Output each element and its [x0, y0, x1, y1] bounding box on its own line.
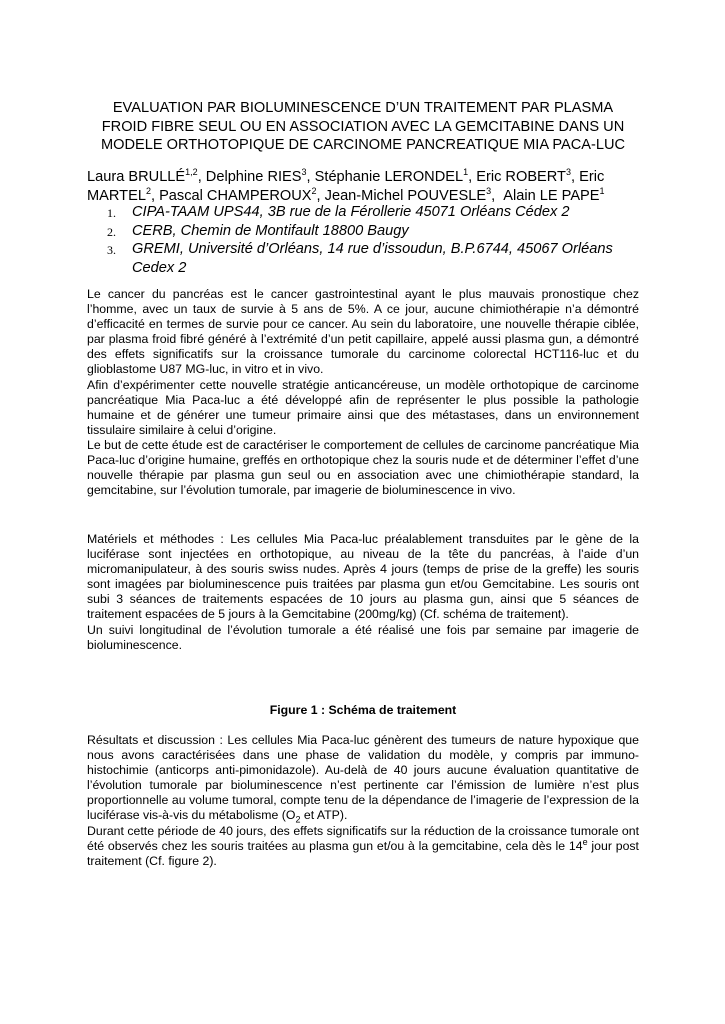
- intro-paragraph-3: Le but de cette étude est de caractériser le comportement de cellules de carcinome pancréatique Mia Paca-luc d’origine humaine, greffés en orthotopique chez la souris nude et de déterminer l’effet d’une nouvelle thérapie par plasma gun seul ou en association avec une chimiothérapie standard, la gemcitabine, sur l’évolution tumorale, par imagerie de bioluminescence in vivo.: [87, 437, 639, 498]
- author-affiliation-mark: 3: [486, 185, 492, 196]
- affiliation-list: [87, 203, 627, 277]
- author-affiliation-mark: 3: [565, 167, 571, 178]
- results-text: Durant cette période de 40 jours, des effets significatifs sur la réduction de la croissance tumorale ont été observés chez les souris traitées au plasma gun et/ou à la gemcitabine, cela dès le 14: [87, 823, 639, 853]
- affiliation-item: [87, 240, 627, 277]
- introduction-section: [87, 287, 639, 498]
- affiliation-text: GREMI, Université d’Orléans, 14 rue d’issoudun, B.P.6744, 45067 Orléans Cedex 2: [132, 241, 613, 276]
- affiliation-item: [87, 203, 627, 222]
- affiliation-text: CERB, Chemin de Montifault 18800 Baugy: [132, 222, 409, 239]
- paper-title: [87, 99, 639, 155]
- title-line-1: EVALUATION PAR BIOLUMINESCENCE D’UN TRAITEMENT PAR PLASMA: [112, 100, 614, 116]
- affiliation-text: CIPA-TAAM UPS44, 3B rue de la Férollerie 45071 Orléans Cédex 2: [132, 204, 570, 220]
- author-affiliation-mark: 1: [463, 167, 469, 178]
- intro-paragraph-1: Le cancer du pancréas est le cancer gastrointestinal ayant le plus mauvais pronostique chez l’homme, avec un taux de survie à 5 ans de 5%. A ce jour, aucune chimiothérapie n’a démontré d’efficacité en termes de survie pour ce cancer. Au sein du laboratoire, une nouvelle thérapie ciblée, par plasma froid fibré généré à l’extrémité d’un petit capillaire, appelé aussi plasma gun, a démontré des effets significatifs sur la croissance tumorale du carcinome colorectal HCT116-luc et du glioblastome U87 MG-luc, in vitro et in vivo.: [87, 287, 639, 377]
- results-paragraph-1: [87, 733, 639, 824]
- author-affiliation-mark: 3: [301, 167, 307, 178]
- author-name: Alain LE PAPE: [503, 187, 600, 204]
- author-name: Pascal CHAMPEROUX: [159, 187, 312, 204]
- results-paragraph-2: [87, 824, 639, 869]
- results-text: jour post traitement (Cf. figure 2).: [87, 838, 639, 868]
- affiliation-number: 2.: [107, 224, 116, 239]
- author-affiliation-mark: 1,2: [185, 167, 198, 178]
- author-list: Laura BRULLÉ$^{1,2}$, Delphine RIES$^3$, Stéphanie LERONDEL$^1$, Eric ROBERT$^3$, Eric MARTEL$^2$, Pascal CHAMPEROUX$^2$, Jean-Michel POUVESLE$^3$, Alain LE PAPE$^1$: [87, 167, 605, 204]
- author-name: Eric ROBERT: [476, 169, 566, 185]
- methods-paragraph-2: Un suivi longitudinal de l’évolution tumorale a été réalisé une fois par semaine par imagerie de bioluminescence.: [87, 622, 639, 652]
- affiliation-number: 3.: [107, 243, 116, 257]
- methods-paragraph-1: Matériels et méthodes : Les cellules Mia Paca-luc préalablement transduites par le gène de la luciférase sont injectées en orthotopique, au niveau de la tête du pancréas, à l’aide d’un micromanipulateur, à des souris swiss nudes. Après 4 jours (temps de prise de la greffe) les souris sont imagées par bioluminescence puis traitées par plasma gun et/ou Gemcitabine. Les souris ont subi 3 séances de traitements espacées de 10 jours au plasma gun, ainsi que 5 séances de traitement espacées de 5 jours à la Gemcitabine (200mg/kg) (Cf. schéma de traitement).: [87, 532, 639, 622]
- oxygen-subscript: 2: [295, 814, 301, 825]
- ordinal-superscript: e: [582, 836, 588, 847]
- intro-paragraph-2: Afin d’expérimenter cette nouvelle stratégie anticancéreuse, un modèle orthotopique de carcinome pancréatique Mia Paca-luc a été développé afin de représenter le plus possible la pathologie humaine et de générer une tumeur primaire ainsi que des métastases, dans un environnement tissulaire similaire à celui d’origine.: [87, 377, 639, 437]
- affiliation-number: 1.: [107, 206, 116, 220]
- affiliation-item: [87, 222, 627, 241]
- author-name: Stéphanie LERONDEL: [314, 169, 464, 185]
- results-section: [87, 733, 639, 869]
- author-affiliation-mark: 2: [311, 185, 317, 196]
- author-name: Delphine RIES: [205, 169, 302, 185]
- title-line-2: FROID FIBRE SEUL OU EN ASSOCIATION AVEC LA GEMCITABINE DANS UN: [101, 118, 625, 135]
- author-name: Eric MARTEL: [87, 169, 605, 204]
- author-name: Laura BRULLÉ: [87, 169, 186, 185]
- author-name: Jean-Michel POUVESLE: [324, 187, 487, 204]
- title-line-3: MODELE ORTHOTOPIQUE DE CARCINOME PANCREATIQUE MIA PACA-LUC: [100, 137, 626, 153]
- author-affiliation-mark: 2: [145, 185, 151, 196]
- author-affiliation-mark: 1: [599, 185, 605, 196]
- results-text: et ATP).: [300, 808, 348, 823]
- methods-section: [87, 532, 639, 653]
- results-text: Résultats et discussion : Les cellules Mia Paca-luc génèrent des tumeurs de nature hypoxique que nous avons caractérisées dans une phase de validation du modèle, y compris par immuno-histochimie (anticorps anti-pimonidazole). Au-delà de 40 jours aucune évaluation quantitative de l’évolution tumorale par bioluminescence n’est pertinente car l’émission de lumière n’est plus proportionnelle au volume tumoral, compte tenu de la dépendance de l’imagerie de l’expression de la luciférase vis-à-vis du métabolisme (O: [87, 733, 639, 823]
- figure-caption: Figure 1 : Schéma de traitement: [269, 703, 457, 717]
